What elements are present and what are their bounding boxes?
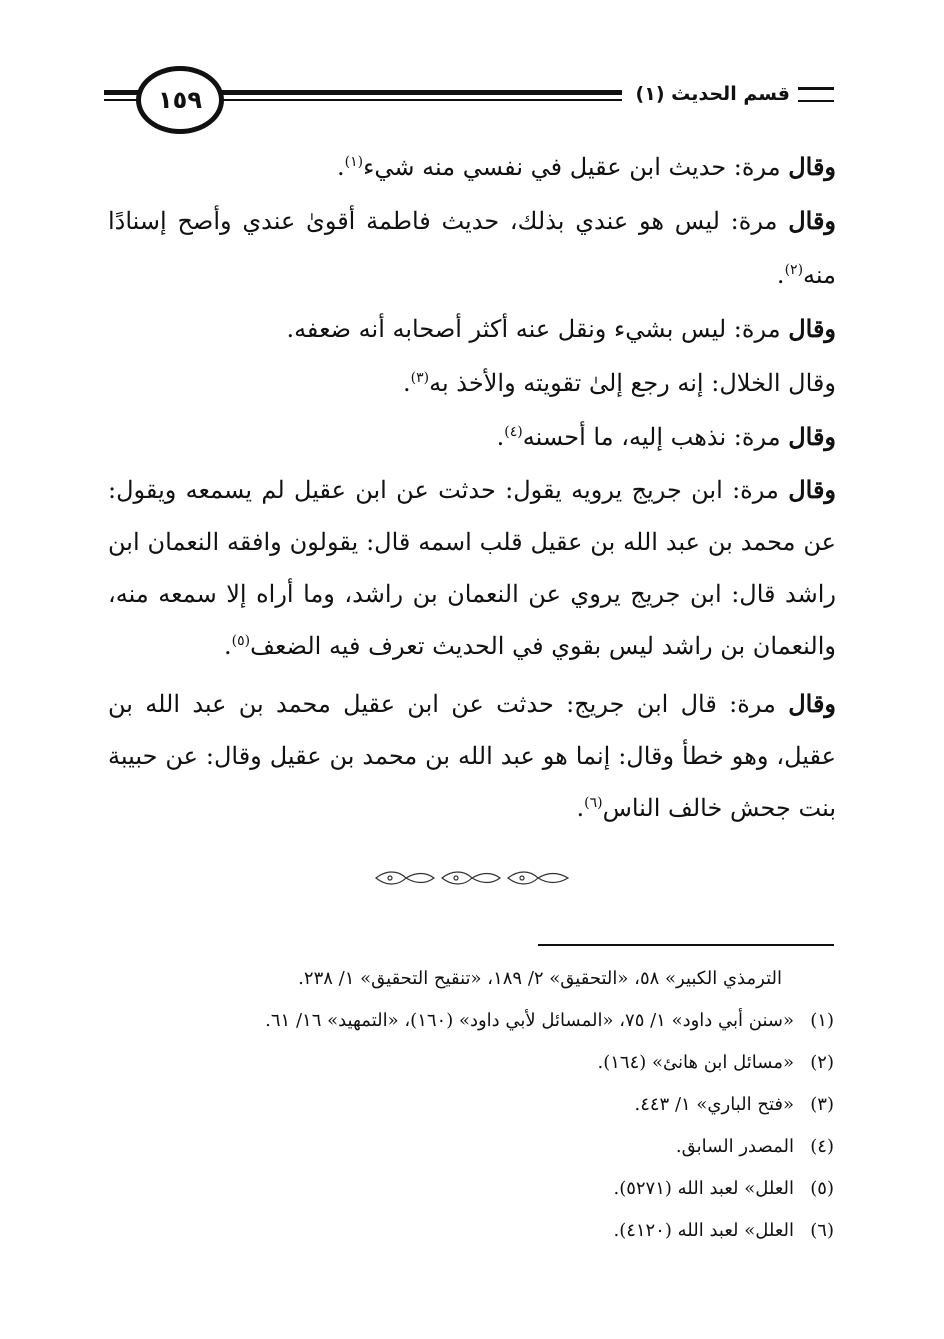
footnote-ref: (١)	[344, 154, 364, 170]
paragraph-text: مرة: ليس هو عندي بذلك، حديث فاطمة أقوىٰ عندي وأصح إسنادًا منه	[108, 207, 836, 289]
footnote-text: العلل» لعبد الله (٤١٢٠).	[613, 1220, 794, 1241]
paragraph-end: .	[576, 794, 585, 822]
paragraph	[108, 194, 836, 302]
footnote-number: (٤)	[810, 1136, 834, 1157]
paragraph-text: مرة: ابن جريج يرويه يقول: حدثت عن ابن عقيل لم يسمعه ويقول: عن محمد بن عبد الله بن عقيل قلب اسمه قال: يقولون وافقه النعمان ابن راشد قال: ابن جريج يروي عن النعمان بن راشد، وما أراه إلا سمعه منه، والنعمان بن راشد ليس بقوي في الحديث تعرف فيه الضعف	[108, 476, 836, 660]
footnote-number: (١)	[810, 1010, 834, 1031]
paragraph-text: مرة: نذهب إليه، ما أحسنه	[522, 423, 789, 451]
footnote-item	[108, 1130, 834, 1172]
header-dash-ornament	[798, 87, 834, 102]
footnote-ref: (٢)	[784, 262, 804, 278]
section-end-ornament	[372, 868, 572, 888]
footnote-item	[108, 1214, 834, 1256]
footnote-number: (٢)	[810, 1052, 834, 1073]
paragraph-text: مرة: حديث ابن عقيل في نفسي منه شيء	[363, 153, 789, 181]
paragraph-lead: وقال	[788, 206, 836, 235]
paragraph-text: وقال الخلال: إنه رجع إلىٰ تقويته والأخذ به	[429, 369, 836, 397]
footnote-ref: (٣)	[410, 370, 430, 386]
paragraph	[108, 356, 836, 410]
paragraph-end: .	[223, 632, 232, 660]
page-number-badge	[136, 66, 224, 134]
footnote-ref: (٤)	[504, 424, 523, 440]
paragraph-end: .	[403, 369, 411, 397]
footnote-continuation: الترمذي الكبير» ٥٨، «التحقيق» ٢/ ١٨٩، «تنقيح التحقيق» ١/ ٢٣٨.	[298, 968, 782, 989]
paragraph	[108, 140, 836, 194]
footnote-number: (٥)	[810, 1178, 834, 1199]
header-title-box	[622, 72, 834, 116]
footnote-separator	[538, 944, 834, 946]
paragraph-text: مرة: قال ابن جريج: حدثت عن ابن عقيل محمد بن عبد الله بن عقيل، وهو خطأ وقال: إنما هو عبد الله بن محمد بن عقيل وقال: عن حبيبة بنت جحش خالف الناس	[108, 690, 836, 822]
footnote-ref: (٥)	[231, 633, 251, 649]
footnote-text: العلل» لعبد الله (٥٢٧١).	[613, 1178, 794, 1199]
footnote-text: «مسائل ابن هانئ» (١٦٤).	[597, 1052, 794, 1073]
paragraph-lead: وقال	[788, 422, 836, 451]
page-number: ١٥٩	[158, 86, 202, 114]
paragraph-text: مرة: ليس بشيء ونقل عنه أكثر أصحابه أنه ضعفه.	[286, 315, 789, 343]
paragraph-end: .	[337, 153, 345, 181]
paragraph-end: .	[496, 423, 505, 451]
paragraph	[108, 678, 836, 834]
page-header	[104, 66, 834, 134]
section-title: قسم الحديث (١)	[635, 83, 790, 105]
paragraph	[108, 302, 836, 356]
paragraph-lead: وقال	[788, 152, 836, 181]
footnote-ref: (٦)	[584, 795, 603, 811]
footnotes	[108, 962, 834, 1256]
paragraph	[108, 464, 836, 672]
paragraph-lead: وقال	[788, 314, 836, 343]
footnote-number: (٣)	[810, 1094, 834, 1115]
paragraph-lead: وقال	[788, 475, 836, 504]
paragraph	[108, 410, 836, 464]
footnote-text: «فتح الباري» ١/ ٤٤٣.	[634, 1094, 794, 1115]
footnote-text: المصدر السابق.	[675, 1136, 794, 1157]
footnote-text: «سنن أبي داود» ١/ ٧٥، «المسائل لأبي داود» (١٦٠)، «التمهيد» ١٦/ ٦١.	[265, 1010, 794, 1031]
footnote-item	[108, 1172, 834, 1214]
footnote-item	[108, 1046, 834, 1088]
footnote-item	[108, 1088, 834, 1130]
footnote-number: (٦)	[810, 1220, 834, 1241]
footnote-item	[108, 1004, 834, 1046]
paragraph-end: .	[776, 261, 785, 289]
main-text	[108, 140, 836, 834]
paragraph-lead: وقال	[788, 689, 837, 718]
